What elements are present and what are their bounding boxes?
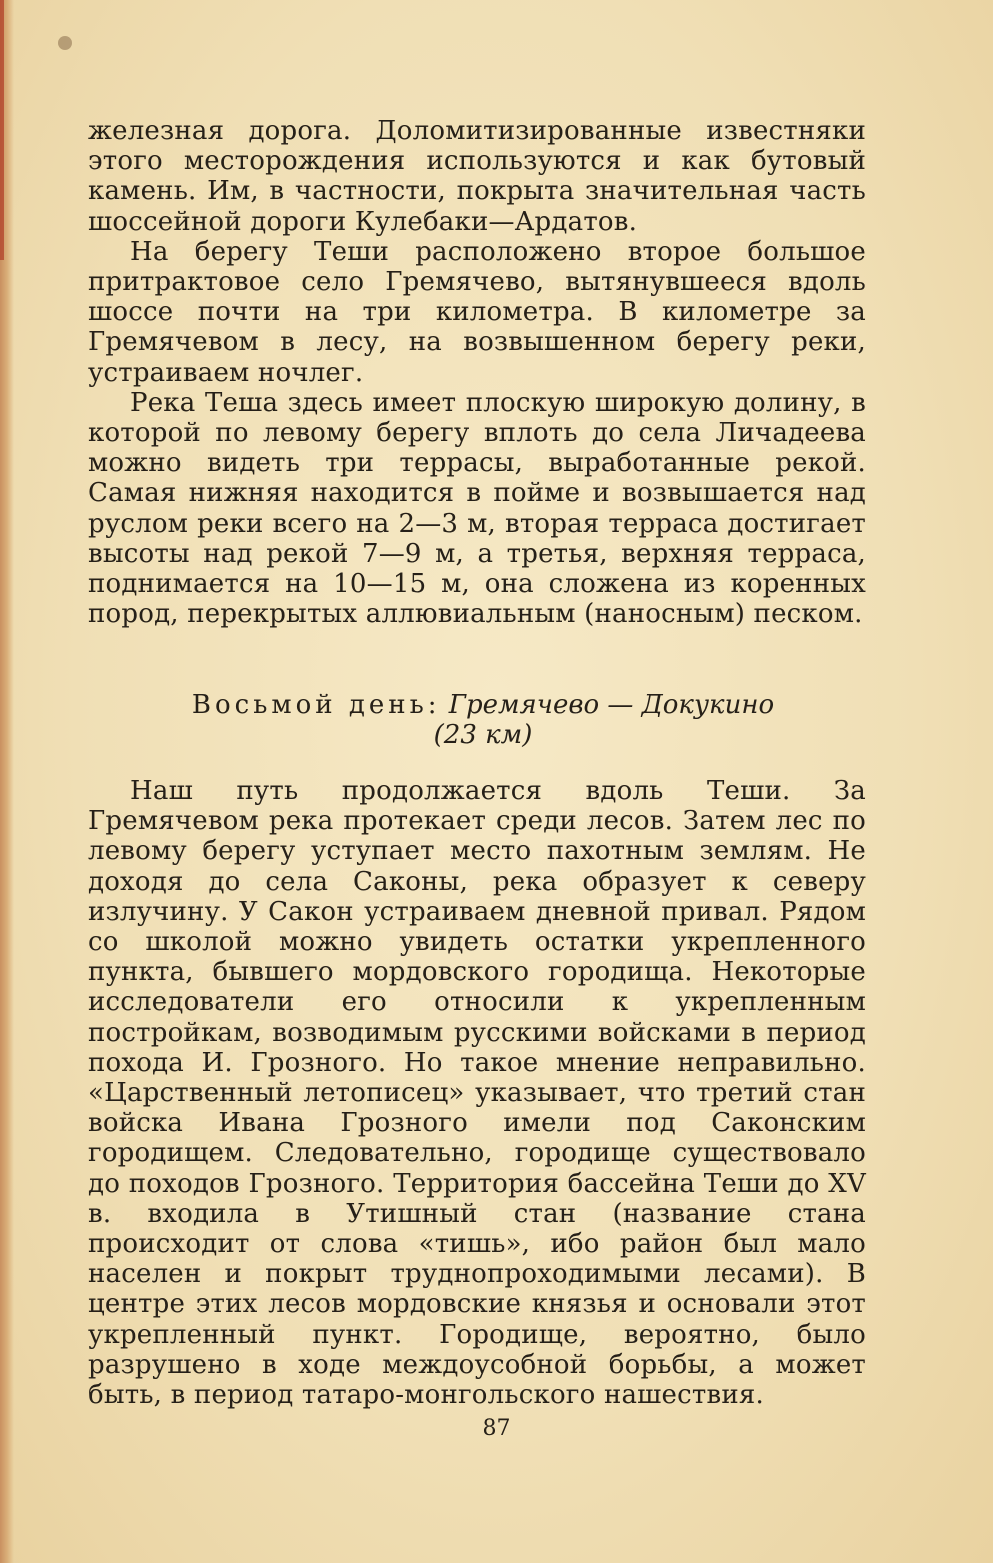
page-edge-stain bbox=[0, 0, 4, 260]
heading-distance: (23 км) bbox=[433, 720, 533, 750]
paragraph: Наш путь продолжается вдоль Теши. За Гремячевом река протекает среди лесов. Затем лес по левому берегу уступает место пахотным землям. Не доходя до села Саконы, река образует к северу излучину. У Сакон устраиваем дневной привал. Рядом со школой можно увидеть остатки укрепленного пункта, бывшего мордовского городища. Некоторые исследователи его относили к укрепленным постройкам, возводимым русскими войсками в период похода И. Грозного. Но такое мнение неправильно. «Царственный летописец» указывает, что третий стан войска Ивана Грозного имели под Саконским городищем. Следовательно, городище существовало до походов Грозного. Территория бассейна Теши до XV в. входила в Утишный стан (название стана происходит от слова «тишь», ибо район был мало населен и покрыт труднопроходимыми лесами). В центре этих лесов мордовские князья и основали этот укрепленный пункт. Городище, вероятно, было разрушено в ходе междоусобной борьбы, а может быть, в период татаро-монгольского нашествия. bbox=[88, 776, 866, 1411]
paragraph: железная дорога. Доломитизированные известняки этого месторождения используются и как бутовый камень. Им, в частности, покрыта значительная часть шоссейной дороги Кулебаки—Ардатов. bbox=[88, 116, 866, 237]
page-number: 87 bbox=[482, 1416, 511, 1441]
text-block-top bbox=[88, 116, 866, 629]
heading-line-1 bbox=[88, 690, 878, 720]
heading-route: Гремячево — Докукино bbox=[448, 690, 775, 720]
paragraph: На берегу Теши расположено второе большое притрактовое село Гремячево, вытянувшееся вдоль шоссе почти на три километра. В километре за Гремячевом в лесу, на возвышенном берегу реки, устраиваем ночлег. bbox=[88, 236, 866, 388]
text-block-bottom bbox=[88, 776, 866, 1410]
ink-spot bbox=[58, 36, 72, 50]
paragraph: Река Теша здесь имеет плоскую широкую долину, в которой по левому берегу вплоть до села Личадеева можно видеть три террасы, выработанные рекой. Самая нижняя находится в пойме и возвышается над руслом реки всего на 2—3 м, вторая терраса достигает высоты над рекой 7—9 м, а третья, верхняя терраса, поднимается на 10—15 м, она сложена из коренных пород, перекрытых аллювиальным (наносным) песком. bbox=[88, 387, 866, 630]
section-heading bbox=[88, 690, 878, 750]
heading-day-label: Восьмой день: bbox=[191, 690, 441, 720]
